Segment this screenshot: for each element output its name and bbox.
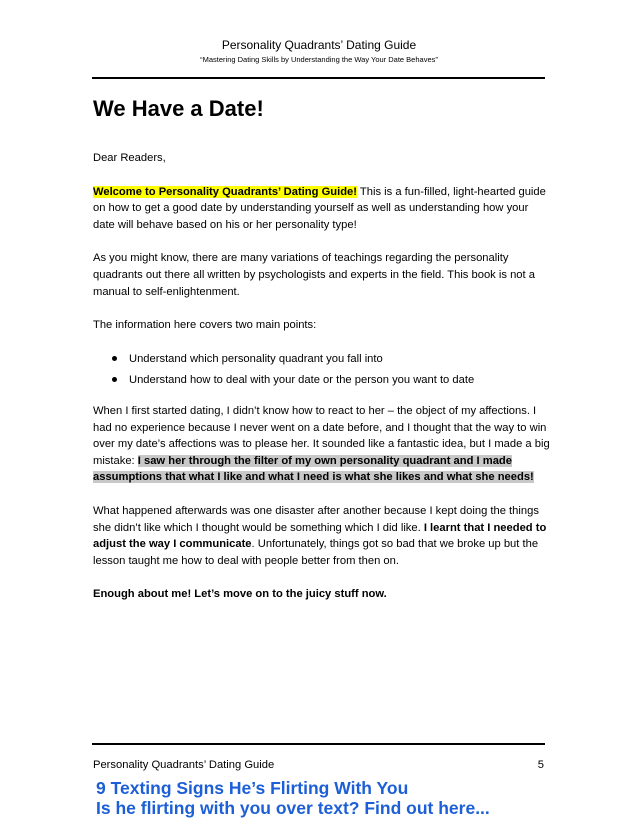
header-title: Personality Quadrants’ Dating Guide xyxy=(221,38,417,52)
main-points-list xyxy=(93,351,553,389)
aftermath-rest: . Unfortunately, things got so bad that we broke up but the lesson taught me how to deal with people better from then on. xyxy=(93,538,539,567)
ad-banner[interactable] xyxy=(96,778,636,818)
story-highlight: I saw her through the filter of my own personality quadrant and I made assumptions that what I like and what I need is what she likes and what she needs! xyxy=(93,454,534,484)
page-number: 5 xyxy=(537,759,544,771)
header-divider xyxy=(92,77,545,79)
welcome-highlight: Welcome to Personality Quadrants’ Dating Guide! xyxy=(93,185,357,198)
welcome-paragraph xyxy=(93,184,553,234)
footer-divider xyxy=(92,743,545,745)
closing-paragraph: Enough about me! Let’s move on to the juicy stuff now. xyxy=(93,588,387,601)
list-item-text: Understand how to deal with your date or the person you want to date xyxy=(129,374,475,387)
document-body xyxy=(93,150,553,620)
bullet-icon xyxy=(112,356,117,361)
page-heading: We Have a Date! xyxy=(93,96,264,121)
bullet-icon xyxy=(112,377,117,382)
greeting-paragraph: Dear Readers, xyxy=(93,152,166,164)
footer-title: Personality Quadrants’ Dating Guide xyxy=(93,759,275,771)
ad-subline-link[interactable]: Is he flirting with you over text? Find out here... xyxy=(96,798,490,818)
list-item xyxy=(93,351,553,368)
ad-headline-link[interactable]: 9 Texting Signs He’s Flirting With You xyxy=(96,778,409,798)
teachings-paragraph: As you might know, there are many variations of teachings regarding the personality quadrants out there all written by psychologists and experts in the field. This book is not a manual to self-enlightenment. xyxy=(93,252,535,298)
header-subtitle: “Mastering Dating Skills by Understanding the Way Your Date Behaves” xyxy=(200,55,438,64)
main-points-intro: The information here covers two main points: xyxy=(93,319,317,332)
aftermath-paragraph xyxy=(93,503,553,569)
story-paragraph xyxy=(93,403,553,486)
story-text: When I first started dating, I didn’t know how to react to her – the object of my affections. I had no experience because I never went on a date before, and I thought that the way to win over my date’s affections was to please her. It sounded like a fantastic idea, but I made a big mistake: xyxy=(93,404,550,467)
aftermath-bold: I learnt that I needed to adjust the way I communicate xyxy=(93,521,547,551)
list-item-text: Understand which personality quadrant you fall into xyxy=(129,352,383,365)
list-item xyxy=(93,372,553,389)
aftermath-text: What happened afterwards was one disaster after another because I kept doing the things she didn’t like which I thought would be something which I did like. xyxy=(93,504,539,534)
welcome-text: This is a fun-filled, light-hearted guide on how to get a good date by understanding yourself as well as understanding how your date will behave based on his or her personality type! xyxy=(93,185,546,231)
